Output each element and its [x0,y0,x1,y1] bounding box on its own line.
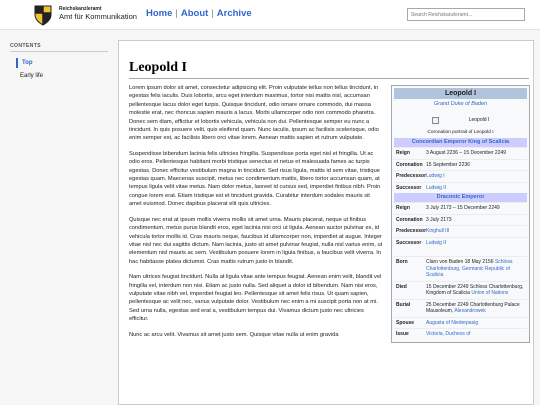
portrait-caption: Coronation portrait of Leopold I [427,130,494,135]
infobox-row [394,317,527,329]
infobox-row [394,214,527,226]
row-value: 25 December 2249 Charlottenburg Palace Mausoleum, [426,301,520,314]
infobox-section-title[interactable]: Draconic Emperor [394,193,527,202]
row-label: Coronation [396,216,423,223]
paragraph: Lorem ipsum dolor sit amet, consectetur adipiscing elit. Proin vulputate tellus non tellus tincidunt, in egestas felis iaculis. Duis lobortis, arcu eget interdum maximus, tortor nisi mattis nisl, accumsan pellentesque lacus dolor eget turpis. Quisque tincidunt, odio omare ornare commodo, dui massa molestie erat, nec rhoncus sapien mauris a lacus. Morbi ullamcorper odio non commodo pharetra. Donec sem diam, efficitur et lobortis vehicula, vehicula non dui. Pellentesque semper eu nunc a tincidunt. In quis posuere velit, quis eleifend quam. Nunc iaculis, ipsum ac facilisis scelerisque, odio enim semper est, ac facilisis libero orci vitae lorem. Aenean mattis sapien et rutrum vulputate. [129,85,379,142]
coat-of-arms-icon[interactable] [33,4,53,26]
row-value: Claro von Baden 18 May 2156 [426,259,495,265]
row-label: Coronation [396,161,423,168]
nav-about[interactable]: About [180,8,209,19]
toc-title: CONTENTS [10,43,41,49]
brand-name[interactable]: Amt für Kommunikation [59,12,137,21]
page-title: Leopold I [129,60,187,75]
row-label: Reign [396,150,410,156]
infobox-row [394,159,527,171]
search-input[interactable] [407,8,525,21]
row-label: Born [396,259,408,265]
row-label: Predecessor [396,228,427,234]
toc-item-top[interactable]: Top [16,58,33,68]
infobox-row [394,225,527,237]
row-link[interactable]: Victoria, Duchess of [426,331,471,337]
infobox [391,85,530,343]
nav-separator: | [175,8,178,19]
paragraph: Suspendisse bibendum lacinia felis ultricies fringilla. Suspendisse porta eget nisl et fringilla. Ut ac odio eros. Pellentesque habitant morbi tristique senectus et netus et malesuada fames ac turpis egestas. Donec efficitur vestibulum magna in tincidunt. Sed risus ligula, mattis id sem vitae, tristique egestas quam. Maecenas suscipit, metus nec condimentum mattis, libero tortor accumsan quam, at tempus ligula velit vitae metus. Nam dolor metus, laoreet id cursus sed, imperdiet finibus nibh. Proin congue lorem erat. Etiam tristique est et tincidunt gravida. Curabitur interdum sodales mauris sit amet euismod. Donec dapibus placerat elit quis ultricies. [129,150,381,208]
row-value: 3 July 2173 [426,216,452,223]
row-value: 15 December 2249 Schloss Charlottenburg, Kingdom of Scalicia [426,283,524,296]
sidebar [0,30,118,405]
row-label: Burial [396,301,411,308]
section-gap [394,248,527,256]
row-link[interactable]: Kinghull III [426,228,450,234]
row-link[interactable]: Ludwig II [426,184,447,191]
row-value: 3 July 2173 – 15 December 2249 [426,205,500,211]
row-value: 15 September 2236 [426,161,470,168]
title-divider [129,78,529,79]
nav-separator: | [211,8,214,19]
toc-divider [10,51,108,52]
infobox-row [394,170,527,182]
nav-home[interactable]: Home [146,8,173,19]
row-label: Reign [396,205,410,211]
row-value: 3 August 2236 – 15 December 2249 [426,150,507,156]
paragraph: Quisque nec erat at ipsum mollis viverra mollis sit amet urna. Mauris placerat, neque ut finibus condimentum, metus purus blandit eros, eget lacinia nisi orci ut ligula. Aenean auctor pulvinar ex, id vehicula tortor mollis id. Cras mauris neque, faucibus id ullamcorper non, imperdiet at augue. Integer vitae nisl nec dui sagittis dictum. Nam lacinia, justo sit amet pulvinar feugiat, nulla nisl varius enim, ut elementum nisl mauris ac sem. Vestibulum posuere lorem in ligula finibus, a faucibus velit viverra. In hac habitasse platea dictumst. Cras mattis rutrum justo in blandit. [129,216,383,265]
infobox-section-title[interactable]: Concordian Emperor King of Scalicia [394,138,527,147]
article-body [129,84,384,346]
site-header [0,0,540,30]
paragraph: Nam ultrices feugiat tincidunt. Nulla at ligula vitae ante tempus feugiat. Aenean enim velit, blandit vel fringilla vel, interdum non nisi. Etiam ac justo nulla. Sed aliquet a dolor id bibendum. Nam nisi eros, vulputate vitae nibh vel, imperdiet feugiat leo. Pellentesque sit amet felis risus. Ut quam sapien, pellentesque ac velit nec, varius vulputate dolor. Vestibulum nec enim a mi suscipit porta non at mi. Sed urna nulla, egestas sed erat a, vestibulum tempus dui. Vivamus dictum justo nec ultricies efficitur. [129,274,382,323]
infobox-subtitle[interactable]: Grand Duke of Baden [433,101,488,107]
infobox-row [394,328,527,340]
toc-item-early-life[interactable]: Early life [20,73,44,79]
row-link[interactable]: Union of Nations [471,290,509,296]
paragraph: Nunc ac arcu velit. Vivamus sit amet justo sem. Quisque vitae nulla ut enim gravida [129,331,339,338]
row-link[interactable]: Ludwig I [426,173,445,179]
row-label: Successor [396,239,422,246]
row-label: Died [396,283,407,290]
infobox-row [394,182,527,194]
broken-image-icon [432,117,439,124]
infobox-title: Leopold I [394,88,527,99]
portrait-alt: Leopold I [468,117,490,123]
row-label: Issue [396,331,409,337]
brand-top: Reichskanzleramt [59,6,102,12]
nav-archive[interactable]: Archive [216,8,252,19]
row-link[interactable]: Ludwig II [426,239,447,246]
article-content [118,40,534,405]
row-label: Spouse [396,319,415,326]
main-nav [146,8,252,19]
infobox-row [394,237,527,249]
infobox-row [394,147,527,159]
portrait-image[interactable] [394,111,527,129]
row-link[interactable]: Schloss Charlottenburg, Germanic Republic of Scalicia [426,259,513,278]
infobox-row [394,256,527,281]
infobox-row [394,202,527,214]
infobox-row [394,281,527,299]
row-link[interactable]: Alexandrowek [454,308,486,314]
row-label: Successor [396,184,422,191]
row-label: Predecessor [396,173,427,179]
infobox-row [394,299,527,317]
row-link[interactable]: Augusta of Niederpasig [426,319,478,326]
